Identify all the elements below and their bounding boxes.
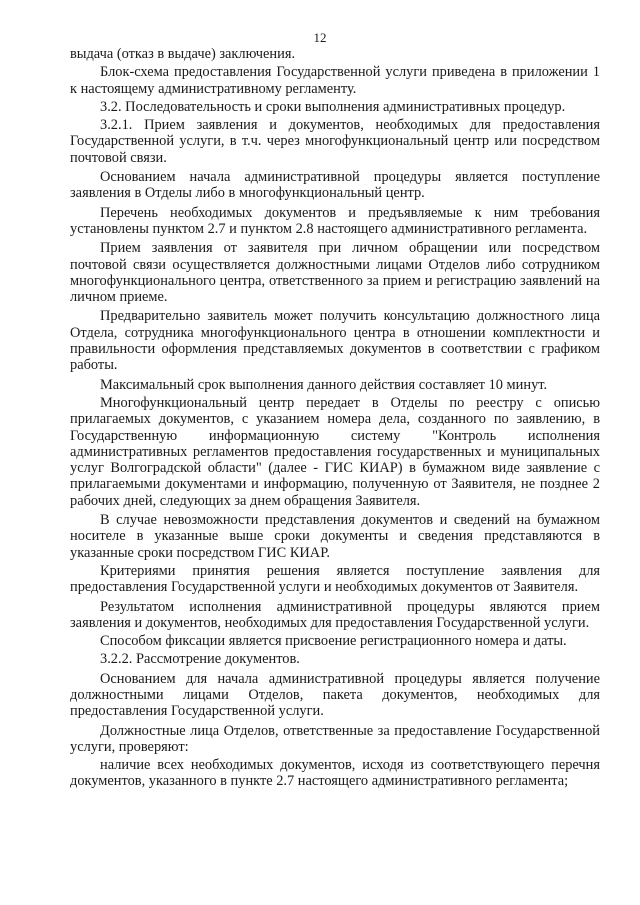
paragraph-6: Перечень необходимых документов и предъявляемые к ним требования установлены пунктом 2.7 и пунктом 2.8 настоящего административного регламента. (70, 204, 600, 237)
paragraph-16: Основанием для начала административной процедуры является получение должностными лицами Отделов, пакета документов, необходимых для предоставления Государственной услуги. (70, 670, 600, 720)
paragraph-11: В случае невозможности представления документов и сведений на бумажном носителе в указанные выше сроки документы и сведения представляются в указанные сроки посредством ГИС КИАР. (70, 512, 600, 561)
paragraph-15: 3.2.2. Рассмотрение документов. (100, 651, 300, 668)
paragraph-2: Блок-схема предоставления Государственной услуги приведена в приложении 1 к настоящему административному регламенту. (70, 64, 600, 97)
paragraph-13: Результатом исполнения административной процедуры являются прием заявления и документов, необходимых для предоставления Государственной услуги. (70, 598, 600, 631)
paragraph-18: наличие всех необходимых документов, исходя из соответствующего перечня документов, указанного в пункте 2.7 настоящего административного регламента; (70, 757, 600, 790)
paragraph-4: 3.2.1. Прием заявления и документов, необходимых для предоставления Государственной услуги, в т.ч. через многофункциональный центр или посредством почтовой связи. (70, 117, 600, 166)
paragraph-12: Критериями принятия решения является поступление заявления для предоставления Государственной услуги и необходимых документов от Заявителя. (70, 562, 600, 596)
paragraph-17: Должностные лица Отделов, ответственные за предоставление Государственной услуги, проверяют: (70, 722, 600, 755)
paragraph-5: Основанием начала административной процедуры является поступление заявления в Отделы либо в многофункциональный центр. (70, 169, 600, 202)
paragraph-10: Многофункциональный центр передает в Отделы по реестру с описью прилагаемых документов, с указанием номера дела, созданного по заявлению, в Государственную информационную систему "Контроль исполнения административных регламентов предоставления государственных и муниципальных услуг Волгоградской области" (далее - ГИС КИАР) в бумажном виде заявление с прилагаемыми документами и информацию, полученную от Заявителя, не позднее 2 рабочих дней, следующих за днем обращения Заявителя. (70, 394, 600, 509)
paragraph-7: Прием заявления от заявителя при личном обращении или посредством почтовой связи осуществляется должностными лицами Отделов либо сотрудником многофункционального центра, ответственного за прием и регистрацию заявлений на личном приеме. (70, 240, 600, 306)
document-body (70, 46, 600, 792)
paragraph-9: Максимальный срок выполнения данного действия составляет 10 минут. (100, 376, 548, 393)
paragraph-14: Способом фиксации является присвоение регистрационного номера и даты. (100, 633, 567, 650)
paragraph-8: Предварительно заявитель может получить консультацию должностного лица Отдела, сотрудника многофункционального центра в отношении комплектности и правильности оформления представляемых документов в соответствии с графиком работы. (70, 308, 600, 374)
paragraph-1: выдача (отказ в выдаче) заключения. (70, 46, 296, 62)
page-number: 12 (313, 30, 327, 45)
paragraph-3: 3.2. Последовательность и сроки выполнения административных процедур. (100, 98, 566, 115)
